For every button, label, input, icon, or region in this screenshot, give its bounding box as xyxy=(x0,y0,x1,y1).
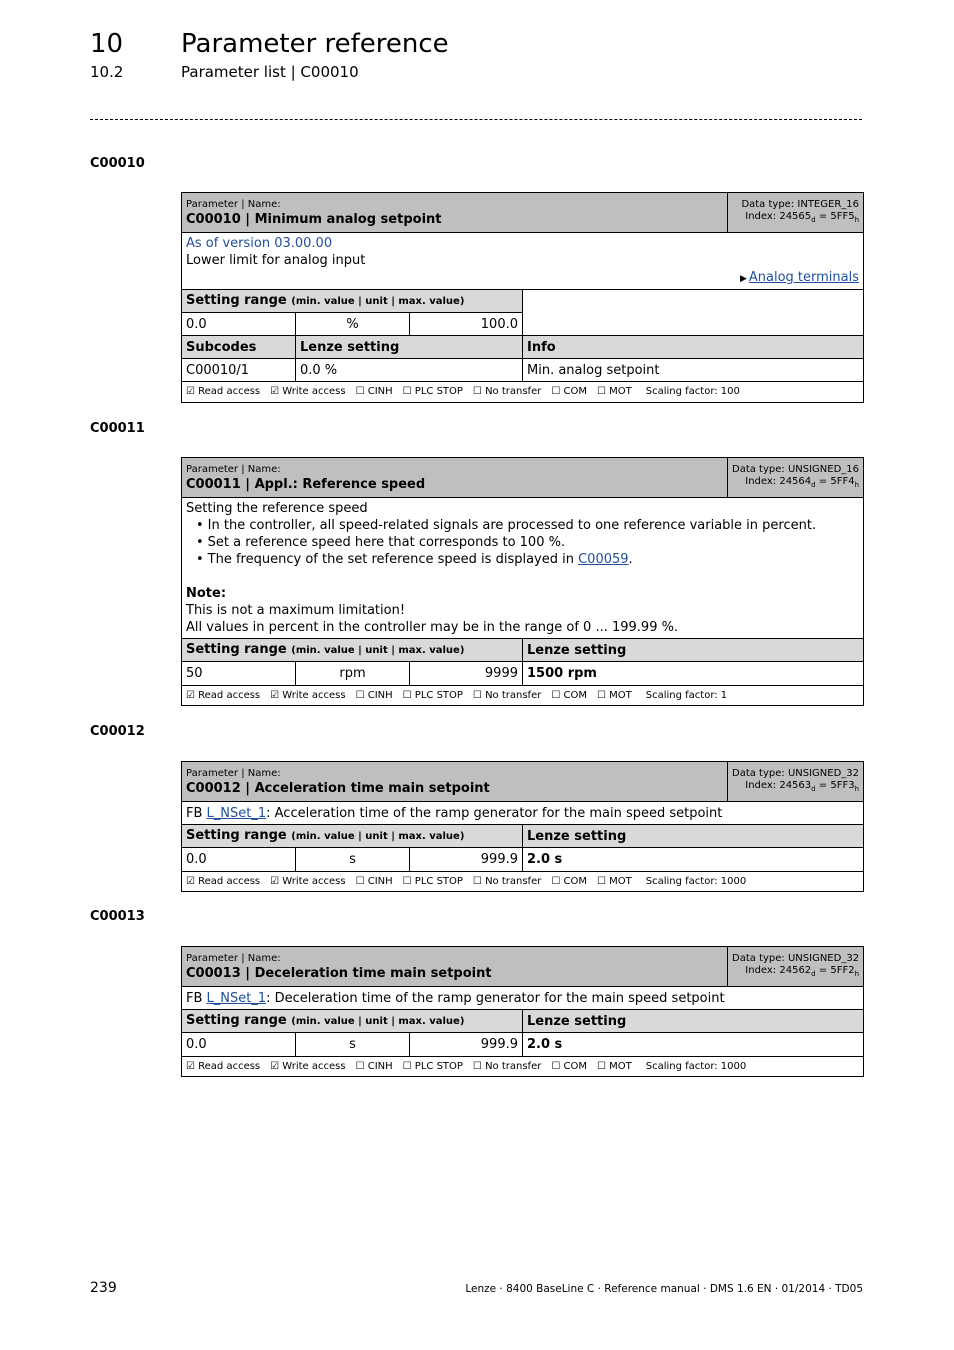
lenze-setting: 2.0 s xyxy=(523,1033,864,1057)
data-type: UNSIGNED_32 xyxy=(787,768,860,779)
param-table-c00013 xyxy=(181,946,864,1077)
min-value: 0.0 xyxy=(182,1033,296,1057)
unit: % xyxy=(296,313,410,336)
setting-range-header: Setting range (min. value | unit | max. value) xyxy=(182,290,523,313)
param-header: Parameter | Name: C00011 | Appl.: Reference speed xyxy=(182,458,728,498)
param-title: C00010 | Minimum analog setpoint xyxy=(186,212,442,227)
param-meta: Data type: UNSIGNED_32 Index: $24562_d = 5FF2_h$ xyxy=(728,947,864,987)
setting-range-header: Setting range (min. value | unit | max. value) xyxy=(182,1010,523,1033)
access-flags: ☑ Read access ☑ Write access ☐ CINH ☐ PLC STOP ☐ No transfer ☐ COM ☐ MOT Scaling factor: 1000 xyxy=(182,872,864,892)
page-number: 239 xyxy=(90,1280,117,1296)
max-value: 999.9 xyxy=(410,1033,523,1057)
document-info: Lenze · 8400 BaseLine C · Reference manual · DMS 1.6 EN · 01/2014 · TD05 xyxy=(465,1283,863,1295)
param-index: Index: $24565_d = 5FF5_h$ xyxy=(745,211,859,224)
param-index: Index: $24562_d = 5FF2_h$ xyxy=(745,965,860,978)
param-description: FB L_NSet_1: Deceleration time of the ramp generator for the main speed setpoint xyxy=(182,987,864,1010)
min-value: 0.0 xyxy=(182,848,296,872)
list-item: • In the controller, all speed-related signals are processed to one reference variable in percent. xyxy=(196,517,859,534)
param-meta: Data type: UNSIGNED_16 Index: $24564_d = 5FF4_h$ xyxy=(728,458,864,498)
table-row xyxy=(182,359,864,382)
data-type: UNSIGNED_32 xyxy=(787,953,860,964)
param-title: C00013 | Deceleration time main setpoint xyxy=(186,966,492,981)
param-index: Index: $24563_d = 5FF3_h$ xyxy=(745,780,859,793)
param-meta: Data type: INTEGER_16 Index: $24565_d = 5FF5_h$ xyxy=(728,193,864,233)
setting-range-header: Setting range (min. value | unit | max. value) xyxy=(182,639,523,662)
max-value: 999.9 xyxy=(410,848,523,872)
lenze-setting-header: Lenze setting xyxy=(296,336,523,359)
param-meta: Data type: UNSIGNED_32 Index: $24563_d = 5FF3_h$ xyxy=(728,762,864,802)
scaling-factor: Scaling factor: 1 xyxy=(645,689,728,701)
section-title: Parameter list | C00010 xyxy=(181,63,359,81)
data-type: UNSIGNED_16 xyxy=(787,464,860,475)
l-nset-1-link[interactable]: L_NSet_1 xyxy=(206,990,267,1006)
max-value: 9999 xyxy=(410,662,523,686)
subcodes-header: Subcodes xyxy=(182,336,296,359)
unit: s xyxy=(296,848,410,872)
param-table-c00010 xyxy=(181,192,864,403)
section-heading-c00013: C00013 xyxy=(90,909,145,924)
lenze-setting-header: Lenze setting xyxy=(523,825,864,848)
param-header xyxy=(182,193,728,233)
note-label: Note: xyxy=(186,586,227,601)
scaling-factor: Scaling factor: 100 xyxy=(645,386,740,397)
param-description: Setting the reference speed • In the controller, all speed-related signals are processed to one reference variable in percent. • Set a reference speed here that corresponds to 100 %. • The frequency of the set reference speed is displayed in C00059. Note: This is not a maximum limitation! All values in percent in the controller may be in the range of 0 ... 199.99 %. xyxy=(182,498,864,639)
scaling-factor: Scaling factor: 1000 xyxy=(645,1060,747,1072)
section-heading-c00010: C00010 xyxy=(90,156,145,171)
param-table-c00011 xyxy=(181,457,864,706)
list-item: • Set a reference speed here that corresponds to 100 %. xyxy=(196,534,859,551)
max-value: 100.0 xyxy=(410,313,523,336)
min-value: 50 xyxy=(182,662,296,686)
info-header: Info xyxy=(523,336,864,359)
triangle-right-icon: ▶ xyxy=(739,274,747,284)
param-table-c00012 xyxy=(181,761,864,892)
section-number: 10.2 xyxy=(90,63,124,81)
unit: s xyxy=(296,1033,410,1057)
lenze-setting: 2.0 s xyxy=(523,848,864,872)
c00059-link[interactable]: C00059 xyxy=(578,552,629,567)
access-flags: ☑ Read access ☑ Write access ☐ CINH ☐ PLC STOP ☐ No transfer ☐ COM ☐ MOT Scaling factor: 1 xyxy=(182,686,864,706)
section-heading-c00012: C00012 xyxy=(90,724,145,739)
param-description: FB L_NSet_1: Acceleration time of the ramp generator for the main speed setpoint xyxy=(182,802,864,825)
analog-terminals-link[interactable]: Analog terminals xyxy=(748,270,859,285)
header-divider xyxy=(90,119,862,120)
param-description xyxy=(182,233,864,290)
setting-range-header: Setting range (min. value | unit | max. value) xyxy=(182,825,523,848)
lenze-setting-header: Lenze setting xyxy=(523,1010,864,1033)
param-header: Parameter | Name: C00013 | Deceleration time main setpoint xyxy=(182,947,728,987)
version-note: As of version 03.00.00 xyxy=(186,236,333,251)
chapter-number: 10 xyxy=(90,29,124,59)
subcode-info: Min. analog setpoint xyxy=(523,359,864,382)
description-text: Lower limit for analog input xyxy=(186,253,366,268)
l-nset-1-link[interactable]: L_NSet_1 xyxy=(206,805,267,821)
list-item: • The frequency of the set reference speed is displayed in C00059. xyxy=(196,551,859,568)
subcode: C00010/1 xyxy=(182,359,296,382)
section-heading-c00011: C00011 xyxy=(90,421,145,436)
param-header: Parameter | Name: C00012 | Acceleration time main setpoint xyxy=(182,762,728,802)
empty-cell xyxy=(523,290,864,336)
chapter-title: Parameter reference xyxy=(181,29,449,59)
access-flags: ☑ Read access ☑ Write access ☐ CINH ☐ PLC STOP ☐ No transfer ☐ COM ☐ MOT Scaling factor: 1000 xyxy=(182,1057,864,1077)
access-flags: ☑ Read access ☑ Write access ☐ CINH ☐ PLC STOP ☐ No transfer ☐ COM ☐ MOT Scaling factor: 100 xyxy=(182,382,864,403)
data-type: INTEGER_16 xyxy=(797,199,859,210)
min-value: 0.0 xyxy=(182,313,296,336)
param-title: C00012 | Acceleration time main setpoint xyxy=(186,781,490,796)
lenze-setting: 1500 rpm xyxy=(523,662,864,686)
subcode-lenze: 0.0 % xyxy=(296,359,523,382)
param-name-label: Parameter | Name: xyxy=(186,199,281,210)
param-index: Index: $24564_d = 5FF4_h$ xyxy=(745,476,859,489)
scaling-factor: Scaling factor: 1000 xyxy=(645,875,747,887)
unit: rpm xyxy=(296,662,410,686)
param-title: C00011 | Appl.: Reference speed xyxy=(186,477,426,492)
lenze-setting-header: Lenze setting xyxy=(523,639,864,662)
